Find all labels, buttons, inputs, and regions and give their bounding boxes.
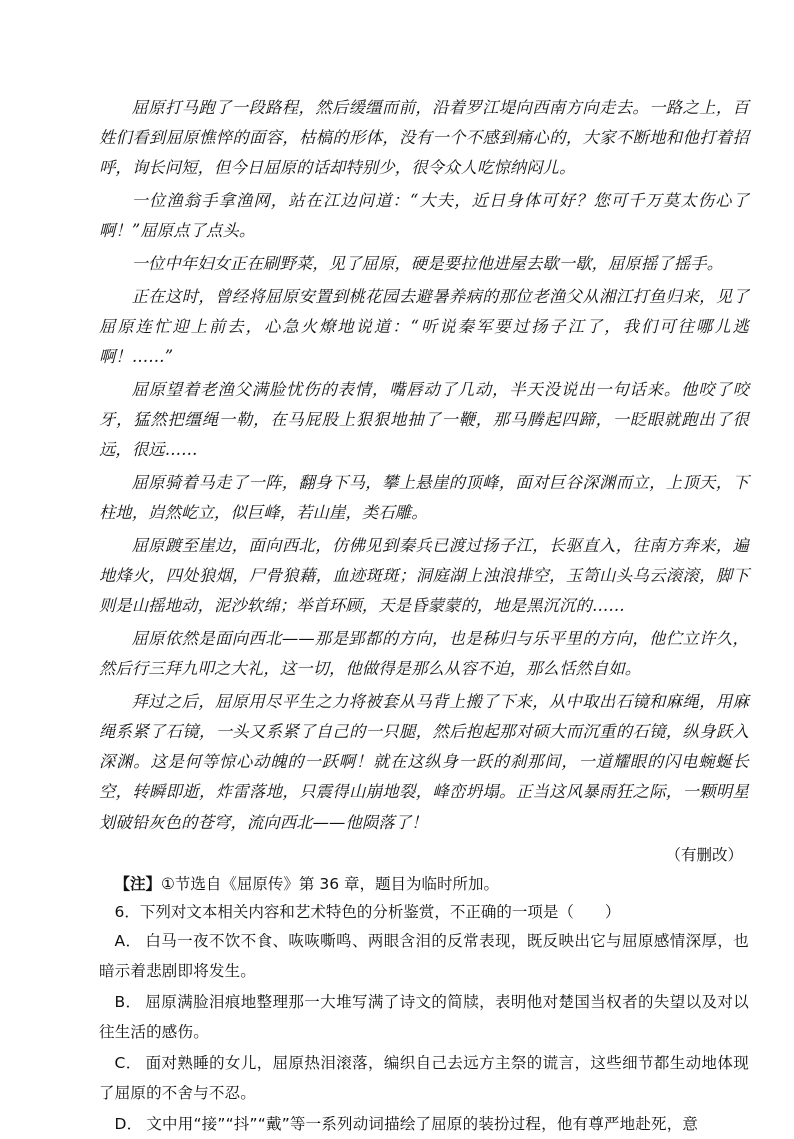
- passage-paragraph: 一位渔翁手拿渔网，站在江边问道：“大夫，近日身体可好？您可千万莫太伤心了啊！”屈原点了点头。: [99, 191, 749, 241]
- passage-paragraph: 拜过之后，屈原用尽平生之力将被套从马背上搬了下来，从中取出石镜和麻绳，用麻绳系紧了石镜，一头又系紧了自己的一只腿，然后抱起那对硕大而沉重的石镜，纵身跃入深渊。这是何等惊心动魄的一跃啊！就在这纵身一跃的刹那间，一道耀眼的闪电蜿蜒长空，转瞬即逝，炸雷落地，只震得山崩地裂，峰峦坍塌。正当这风暴雨狂之际，一颗明星划破铅灰色的苍穹，流向西北——他陨落了！: [99, 691, 749, 832]
- passage-paragraph: 一位中年妇女正在刷野菜，见了屈原，硬是要拉他进屋去歇一歇，屈原摇了摇手。: [131, 254, 724, 274]
- passage-paragraph: 屈原踱至崖边，面向西北，仿佛见到秦兵已渡过扬子江，长驱直入，往南方奔来，遍地烽火，四处狼烟，尸骨狼藉，血迹斑斑；洞庭湖上浊浪排空，玉笥山头乌云滚滚，脚下则是山摇地动，泥沙软绵；举首环顾，天是昏蒙蒙的，地是黑沉沉的……: [99, 535, 749, 616]
- source-note: [99, 870, 749, 898]
- option-text: 文中用“接”“抖”“戴”等一系列动词描绘了屈原的装扮过程，他有尊严地赴死，意: [146, 1114, 699, 1133]
- note-tag: 【注】: [114, 874, 162, 893]
- option-text: 面对熟睡的女儿，屈原热泪滚落，编织自己去远方主祭的谎言，这些细节都生动地体现了屈原的不舍与不忍。: [99, 1053, 749, 1102]
- passage-paragraph: 正在这时，曾经将屈原安置到桃花园去避暑养病的那位老渔父从湘江打鱼归来，见了屈原连忙迎上前去，心急火燎地说道：“听说秦军要过扬子江了，我们可往哪儿逃啊！……”: [99, 286, 749, 367]
- option-d: [99, 1109, 749, 1139]
- question-stem: 6．下列对文本相关内容和艺术特色的分析鉴赏，不正确的一项是（ ）: [114, 902, 621, 921]
- option-c: [99, 1048, 749, 1108]
- option-text: 白马一夜不饮不食、咴咴嘶鸣、两眼含泪的反常表现，既反映出它与屈原感情深厚，也暗示着悲剧即将发生。: [99, 931, 749, 980]
- option-text: 屈原满脸泪痕地整理那一大堆写满了诗文的简牍，表明他对楚国当权者的失望以及对以往生活的感伤。: [99, 992, 749, 1041]
- option-letter: A．: [114, 931, 142, 950]
- passage-paragraph: 屈原依然是面向西北——那是郢都的方向，也是秭归与乐平里的方向，他伫立许久，然后行三拜九叩之大礼，这一切，他做得是那么从容不迫，那么恬然自如。: [99, 628, 749, 679]
- option-letter: B．: [114, 992, 142, 1011]
- option-b: [99, 987, 749, 1047]
- note-text: ①节选自《屈原传》第 36 章，题目为临时所加。: [161, 874, 499, 893]
- exam-page: [99, 93, 749, 1139]
- passage-paragraph: 屈原望着老渔父满脸忧伤的表情，嘴唇动了几动，半天没说出一句话来。他咬了咬牙，猛然把缰绳一勒，在马屁股上狠狠地抽了一鞭，那马腾起四蹄，一眨眼就跑出了很远，很远……: [99, 379, 749, 460]
- passage-paragraph: 屈原打马跑了一段路程，然后缓缰而前，沿着罗江堤向西南方向走去。一路之上，百姓们看到屈原憔悴的面容，枯槁的形体，没有一个不感到痛心的，大家不断地和他打着招呼，询长问短，但今日屈原的话却特别少，很令众人吃惊纳闷儿。: [99, 98, 749, 178]
- option-letter: C．: [114, 1053, 142, 1072]
- passage-paragraph: 屈原骑着马走了一阵，翻身下马，攀上悬崖的顶峰，面对巨谷深渊而立，上顶天，下柱地，岿然屹立，似巨峰，若山崖，类石雕。: [99, 472, 749, 523]
- reading-passage: [99, 93, 749, 838]
- option-letter: D．: [114, 1114, 143, 1133]
- option-a: [99, 926, 749, 986]
- adaptation-credit: （有删改）: [665, 845, 743, 864]
